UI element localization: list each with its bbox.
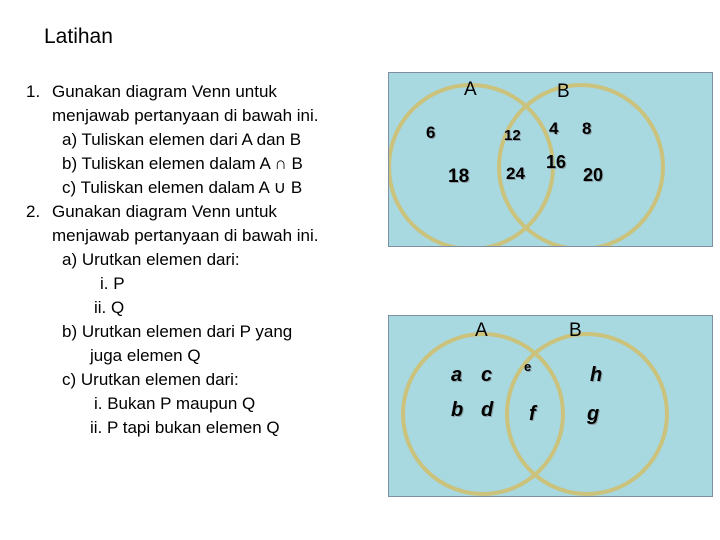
only-b-element: 16 xyxy=(546,152,567,172)
q2-item-a-i: i. P xyxy=(100,274,125,293)
only-b-element: 20 xyxy=(583,165,604,185)
q2-item-a: a) Urutkan elemen dari: xyxy=(62,250,240,269)
q2-item-c: c) Urutkan elemen dari: xyxy=(62,370,239,389)
q1-item-b: b) Tuliskan elemen dalam A ∩ B xyxy=(62,154,303,173)
outside-element: 6 xyxy=(426,123,436,142)
only-b-element: 4 xyxy=(549,119,559,138)
venn-diagram-numbers xyxy=(388,72,713,247)
venn-diagram-letters xyxy=(388,315,713,497)
q2-item-b-line-2: juga elemen Q xyxy=(90,346,201,365)
only-a-element: 18 xyxy=(448,166,470,187)
only-a-element: c xyxy=(481,364,493,386)
slide-title: Latihan xyxy=(44,25,113,48)
set-b-label: B xyxy=(569,320,582,341)
q2-item-c-ii: ii. P tapi bukan elemen Q xyxy=(90,418,280,437)
circle-a xyxy=(389,85,553,246)
intersection-element: e xyxy=(524,359,532,374)
q1-text-line-2: menjawab pertanyaan di bawah ini. xyxy=(52,106,319,125)
q2-item-b-line-1: b) Urutkan elemen dari P yang xyxy=(62,322,293,341)
only-a-element: a xyxy=(451,364,463,386)
set-a-label: A xyxy=(475,320,488,341)
q1-item-c: c) Tuliskan elemen dalam A ∪ B xyxy=(62,178,303,197)
q1-text-line-1: Gunakan diagram Venn untuk xyxy=(52,82,277,101)
only-b-element: h xyxy=(590,364,603,386)
q1-item-a: a) Tuliskan elemen dari A dan B xyxy=(62,130,302,149)
set-b-label: B xyxy=(557,81,570,102)
set-a-label: A xyxy=(464,79,477,100)
only-a-element: d xyxy=(481,399,494,421)
q1-number: 1. xyxy=(26,82,41,101)
only-b-element: g xyxy=(587,403,600,425)
q2-text-line-1: Gunakan diagram Venn untuk xyxy=(52,202,277,221)
q2-item-c-i: i. Bukan P maupun Q xyxy=(94,394,256,413)
intersection-element: 12 xyxy=(504,127,521,144)
q2-item-a-ii: ii. Q xyxy=(94,298,125,317)
q2-text-line-2: menjawab pertanyaan di bawah ini. xyxy=(52,226,319,245)
only-b-element: f xyxy=(529,403,536,425)
only-a-element: b xyxy=(451,399,464,421)
q2-number: 2. xyxy=(26,202,41,221)
venn-circles xyxy=(389,316,712,496)
only-b-element: 8 xyxy=(582,119,592,138)
intersection-element: 24 xyxy=(506,164,525,183)
